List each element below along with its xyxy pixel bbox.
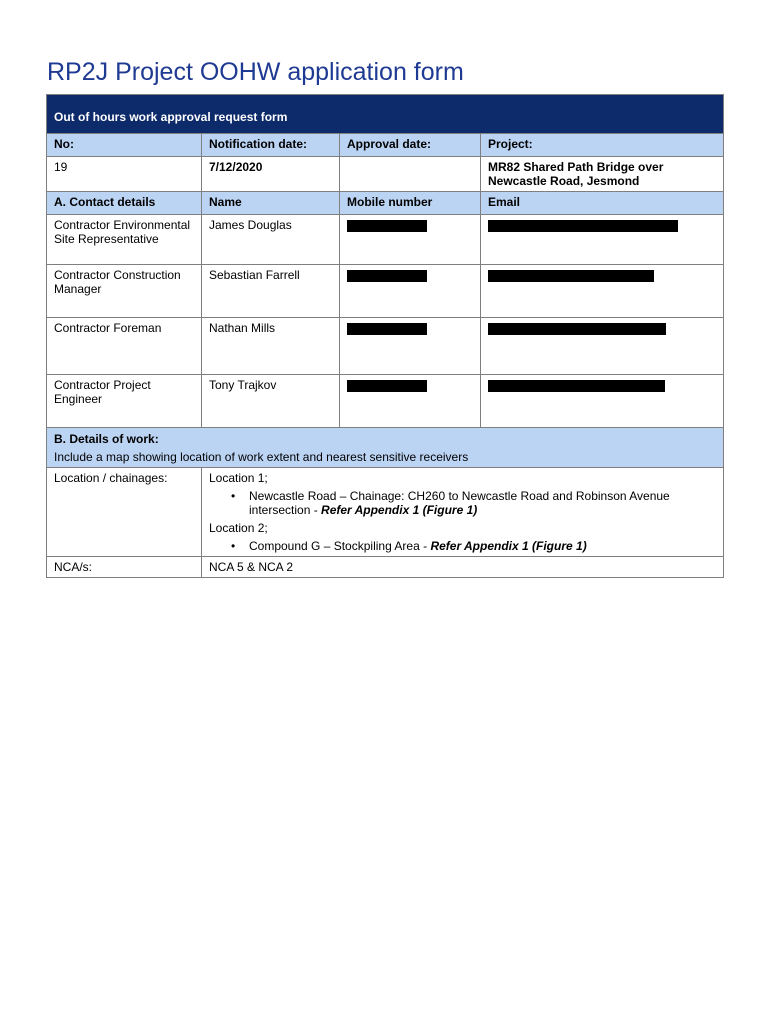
- details-heading: B. Details of work:: [54, 432, 159, 446]
- approval-date-header: Approval date:: [340, 134, 481, 157]
- list-item: [209, 489, 716, 517]
- approval-date-value: [340, 157, 481, 192]
- contact-row: [47, 318, 724, 375]
- notification-date-header: Notification date:: [202, 134, 340, 157]
- location-1-text: Newcastle Road – Chainage: CH260 to Newcastle Road and Robinson Avenue intersection -: [249, 489, 670, 517]
- location-2-reference: Refer Appendix 1 (Figure 1): [430, 539, 587, 553]
- form-header: Out of hours work approval request form: [47, 95, 724, 134]
- mobile-header: Mobile number: [340, 192, 481, 215]
- contact-details-header: A. Contact details: [47, 192, 202, 215]
- location-2-label: Location 2;: [209, 521, 268, 535]
- location-1-label: Location 1;: [209, 471, 268, 485]
- email-header: Email: [481, 192, 724, 215]
- contact-row: [47, 375, 724, 428]
- redacted-mobile: [347, 323, 427, 335]
- redacted-email: [488, 323, 666, 335]
- contact-name: James Douglas: [202, 215, 340, 265]
- location-content: [202, 468, 724, 557]
- redacted-mobile: [347, 380, 427, 392]
- contact-row: [47, 265, 724, 318]
- form-title: RP2J Project OOHW application form: [47, 58, 464, 86]
- details-header: [47, 428, 724, 468]
- location-label: Location / chainages:: [47, 468, 202, 557]
- redacted-email: [488, 220, 678, 232]
- redacted-mobile: [347, 220, 427, 232]
- nca-label: NCA/s:: [47, 557, 202, 578]
- name-header: Name: [202, 192, 340, 215]
- oohw-form-table: [46, 94, 724, 578]
- list-item: [209, 539, 716, 553]
- bullet-icon: •: [231, 539, 236, 553]
- contact-role: Contractor Environmental Site Representative: [47, 215, 202, 265]
- project-header: Project:: [481, 134, 724, 157]
- contact-row: [47, 215, 724, 265]
- notification-date-value: 7/12/2020: [202, 157, 340, 192]
- contact-name: Sebastian Farrell: [202, 265, 340, 318]
- location-1-reference: Refer Appendix 1 (Figure 1): [321, 503, 478, 517]
- contact-name: Tony Trajkov: [202, 375, 340, 428]
- redacted-email: [488, 380, 665, 392]
- contact-name: Nathan Mills: [202, 318, 340, 375]
- contact-role: Contractor Construction Manager: [47, 265, 202, 318]
- redacted-mobile: [347, 270, 427, 282]
- contact-role: Contractor Foreman: [47, 318, 202, 375]
- nca-value: NCA 5 & NCA 2: [202, 557, 724, 578]
- details-subheading: Include a map showing location of work extent and nearest sensitive receivers: [54, 450, 469, 464]
- bullet-icon: •: [231, 489, 236, 503]
- location-2-text: Compound G – Stockpiling Area -: [249, 539, 431, 553]
- project-value: MR82 Shared Path Bridge over Newcastle Road, Jesmond: [481, 157, 724, 192]
- no-header: No:: [47, 134, 202, 157]
- contact-role: Contractor Project Engineer: [47, 375, 202, 428]
- redacted-email: [488, 270, 654, 282]
- no-value: 19: [47, 157, 202, 192]
